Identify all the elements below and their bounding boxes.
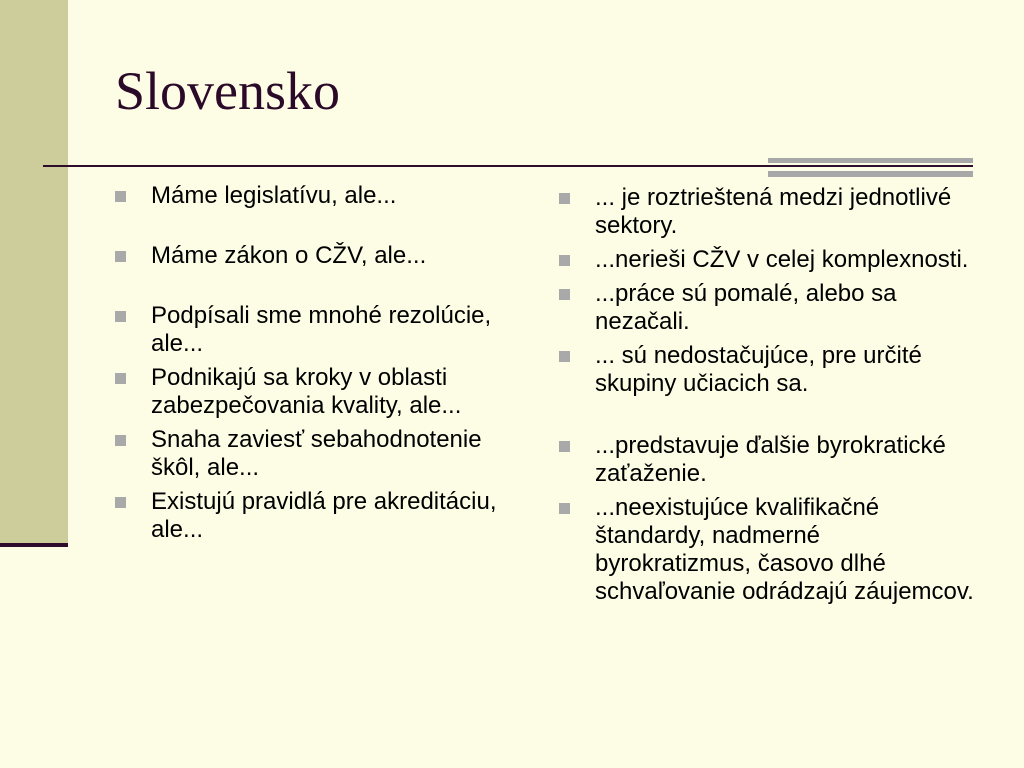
decorative-side-bar [0,0,68,544]
right-bullet-list [557,184,977,606]
list-item [557,280,977,336]
list-item-text: Máme zákon o CŽV, ale... [151,242,427,269]
square-bullet-icon [115,373,126,384]
slide-title: Slovensko [115,61,341,121]
square-bullet-icon [115,435,126,446]
square-bullet-icon [559,193,570,204]
left-bullet-list [113,182,513,544]
list-item [557,184,977,240]
list-item [113,488,513,544]
title-divider-line [43,165,973,167]
decorative-rule-block-bottom [768,171,973,177]
list-item-text: Existujú pravidlá pre akreditáciu, ale... [151,488,497,543]
square-bullet-icon [115,497,126,508]
list-item [113,182,513,210]
list-item [113,242,513,270]
square-bullet-icon [559,441,570,452]
square-bullet-icon [115,311,126,322]
list-item-text: Podpísali sme mnohé rezolúcie, ale... [151,302,492,357]
list-item [113,426,513,482]
list-item-text: ...práce sú pomalé, alebo sa nezačali. [595,280,897,335]
list-item-text: Podnikajú sa kroky v oblasti zabezpečovania kvality, ale... [151,364,462,419]
list-item [557,246,977,274]
square-bullet-icon [559,503,570,514]
square-bullet-icon [559,351,570,362]
list-item [557,342,977,398]
list-item-text: ...neexistujúce kvalifikačné štandardy, nadmerné byrokratizmus, časovo dlhé schvaľovanie odrádzajú záujemcov. [595,494,974,605]
decorative-side-bar-underline [0,543,68,547]
list-item [557,432,977,488]
square-bullet-icon [559,289,570,300]
list-item-text: Máme legislatívu, ale... [151,182,397,209]
list-item-text: ... sú nedostačujúce, pre určité skupiny učiacich sa. [595,342,922,397]
list-item-text: ... je roztrieštená medzi jednotlivé sektory. [595,184,952,239]
square-bullet-icon [115,251,126,262]
list-item-text: ...predstavuje ďalšie byrokratické zaťaženie. [595,432,946,487]
list-item [113,364,513,420]
square-bullet-icon [115,191,126,202]
list-item-text: ...nerieši CŽV v celej komplexnosti. [595,246,969,273]
decorative-rule-block-top [768,158,973,163]
list-item [113,302,513,358]
list-item [557,494,977,606]
square-bullet-icon [559,255,570,266]
list-item-text: Snaha zaviesť sebahodnotenie škôl, ale... [151,426,482,481]
